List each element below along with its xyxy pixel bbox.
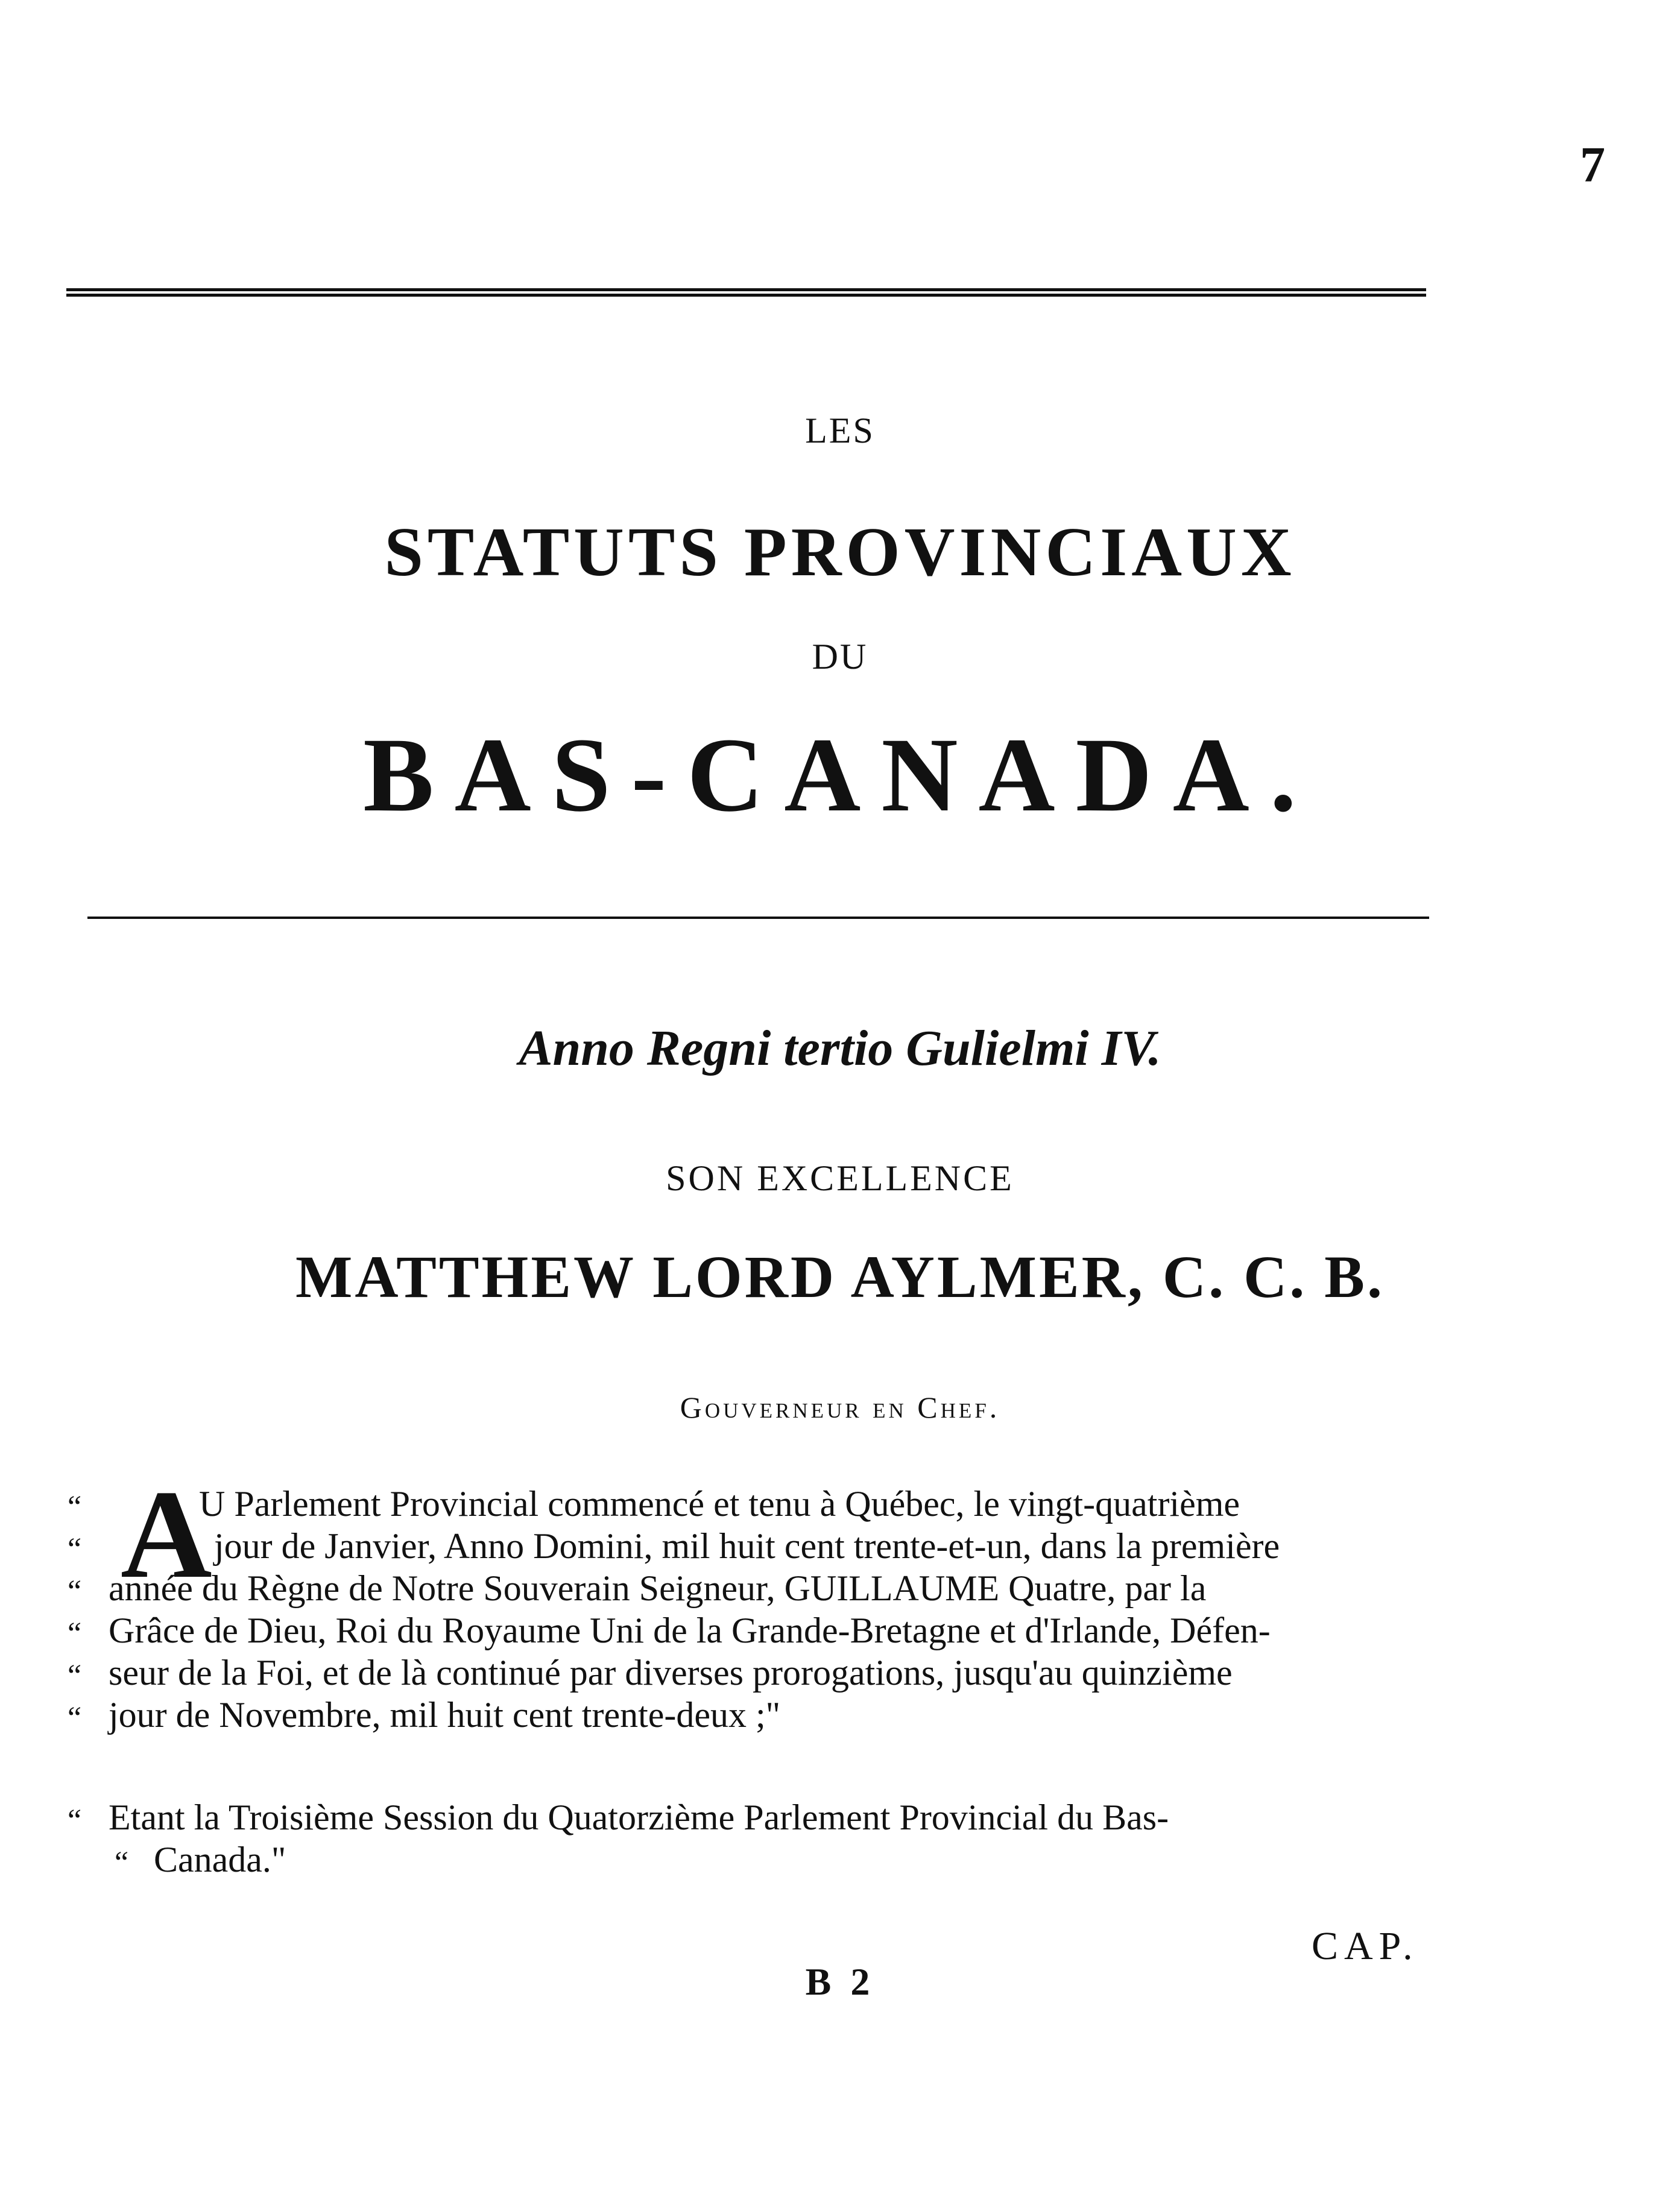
quote-mark: “ xyxy=(68,1803,82,1838)
page-number: 7 xyxy=(1580,137,1605,193)
paragraph1-line-1: U Parlement Provincial commencé et tenu à Québec, le vingt-quatrième xyxy=(199,1484,1240,1524)
title-du: DU xyxy=(812,637,868,677)
paragraph1-line-3: année du Règne de Notre Souverain Seigneur, GUILLAUME Quatre, par la xyxy=(109,1568,1207,1608)
title-statuts-provinciaux: STATUTS PROVINCIAUX xyxy=(384,514,1296,591)
paragraph1-line-6: jour de Novembre, mil huit cent trente-deux ;" xyxy=(109,1695,781,1735)
quote-mark: “ xyxy=(68,1659,82,1693)
governor-title: Gouverneur en Chef. xyxy=(680,1390,1000,1424)
paragraph2-line-1: Etant la Troisième Session du Quatorzième Parlement Provincial du Bas- xyxy=(109,1797,1169,1837)
quote-mark: “ xyxy=(68,1574,82,1609)
quote-mark: “ xyxy=(115,1846,129,1880)
son-excellence-heading: SON EXCELLENCE xyxy=(666,1158,1014,1198)
paragraph1-line-5: seur de la Foi, et de là continué par diverses prorogations, jusqu'au quinzième xyxy=(109,1653,1233,1693)
title-bas-canada: BAS-CANADA. xyxy=(363,716,1317,834)
paragraph2-line-2: Canada." xyxy=(154,1840,286,1879)
governor-name: MATTHEW LORD AYLMER, C. C. B. xyxy=(295,1243,1385,1310)
signature-mark: B 2 xyxy=(805,1960,875,2003)
drop-cap: A xyxy=(121,1465,212,1605)
top-double-rule xyxy=(66,288,1426,297)
title-les: LES xyxy=(805,411,875,450)
section-rule xyxy=(87,917,1429,919)
anno-regni-line: Anno Regni tertio Gulielmi IV. xyxy=(519,1020,1161,1076)
quote-mark: “ xyxy=(68,1617,82,1651)
paragraph1-line-4: Grâce de Dieu, Roi du Royaume Uni de la Grande-Bretagne et d'Irlande, Défen- xyxy=(109,1611,1271,1650)
catchword: CAP. xyxy=(1312,1924,1419,1968)
quote-mark: “ xyxy=(68,1532,82,1567)
quote-mark: “ xyxy=(68,1701,82,1735)
paragraph1-line-2: jour de Janvier, Anno Domini, mil huit cent trente-et-un, dans la première xyxy=(214,1526,1280,1566)
quote-mark: “ xyxy=(68,1490,82,1524)
